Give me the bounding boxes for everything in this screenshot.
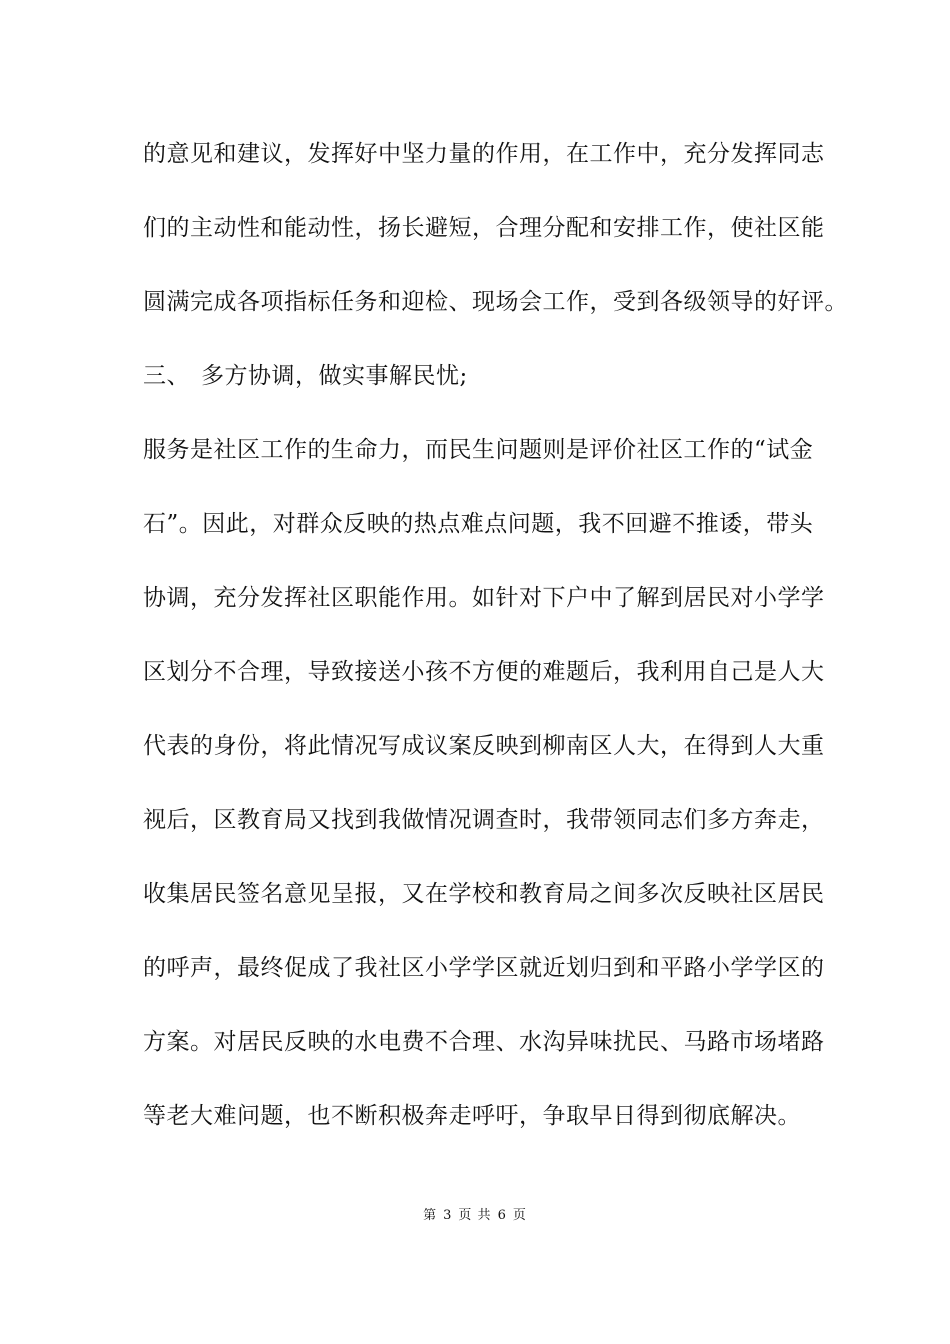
paragraph-line: 协调，充分发挥社区职能作用。如针对下户中了解到居民对小学学 <box>143 585 825 611</box>
paragraph-line: 服务是社区工作的生命力，而民生问题则是评价社区工作的“试金 <box>143 437 814 463</box>
paragraph-line: 收集居民签名意见呈报，又在学校和教育局之间多次反映社区居民 <box>143 881 825 907</box>
section-heading <box>143 361 813 391</box>
paragraph-line: 的呼声，最终促成了我社区小学学区就近划归到和平路小学学区的 <box>143 955 825 981</box>
paragraph-line: 区划分不合理，导致接送小孩不方便的难题后，我利用自己是人大 <box>143 659 825 685</box>
paragraph-line: 代表的身份，将此情况写成议案反映到柳南区人大，在得到人大重 <box>143 733 825 759</box>
text-line: 圆满完成各项指标任务和迎检、现场会工作，受到各级领导的好评。 <box>143 289 848 315</box>
paragraph-line: 石”。因此，对群众反映的热点难点问题，我不回避不推诿，带头 <box>143 511 814 537</box>
current-page-number: 3 <box>443 1208 453 1223</box>
page-footer <box>0 1207 950 1225</box>
footer-prefix: 第 <box>423 1208 438 1223</box>
section-title: 多方协调，做实事解民忧; <box>201 363 468 389</box>
paragraph-line: 方案。对居民反映的水电费不合理、水沟异味扰民、马路市场堵路 <box>143 1029 825 1055</box>
text-line: 的意见和建议，发挥好中坚力量的作用，在工作中，充分发挥同志 <box>143 141 825 167</box>
footer-suffix: 页 <box>512 1208 527 1223</box>
text-line: 们的主动性和能动性，扬长避短，合理分配和安排工作，使社区能 <box>143 215 825 241</box>
paragraph-line: 视后，区教育局又找到我做情况调查时，我带领同志们多方奔走， <box>143 807 825 833</box>
total-pages-number: 6 <box>497 1208 507 1223</box>
section-number: 三、 <box>143 363 190 389</box>
footer-middle: 页 共 <box>458 1208 492 1223</box>
paragraph-line: 等老大难问题，也不断积极奔走呼吁，争取早日得到彻底解决。 <box>143 1103 801 1129</box>
